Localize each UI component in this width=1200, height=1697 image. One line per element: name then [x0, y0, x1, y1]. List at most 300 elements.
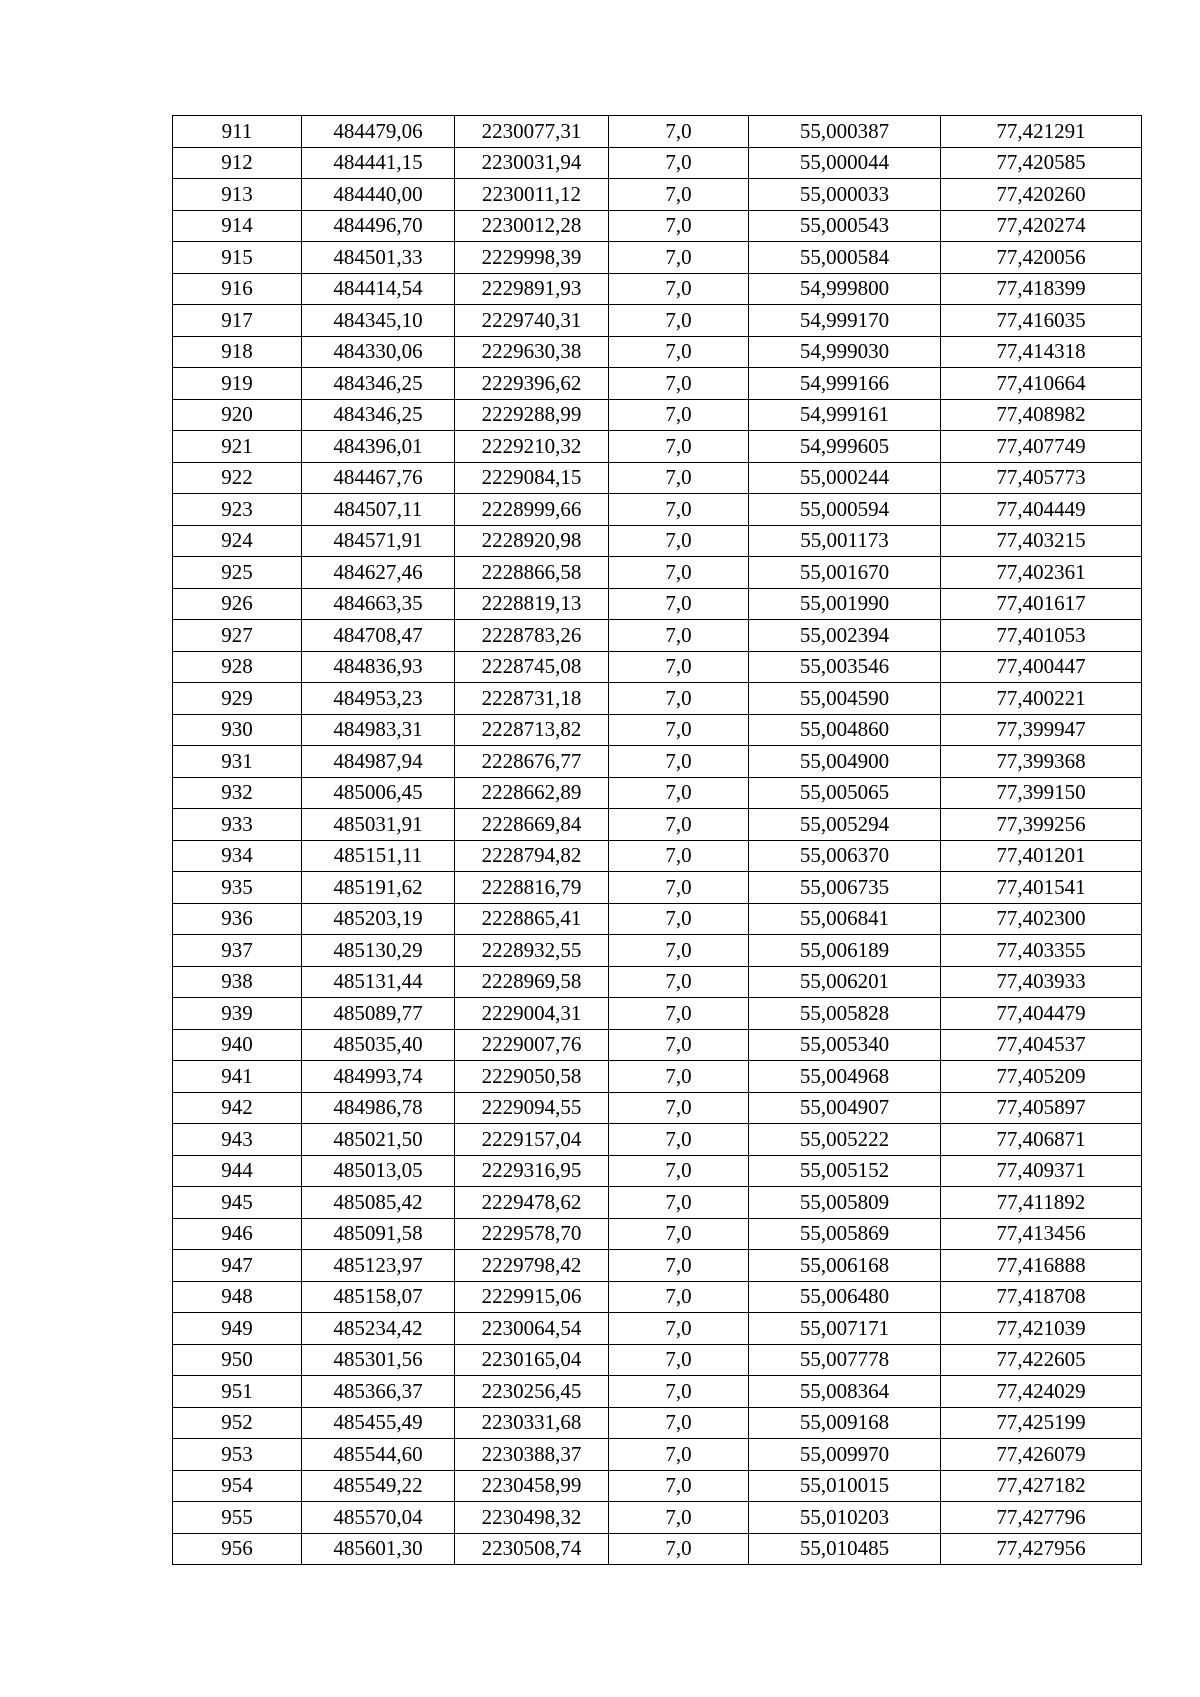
- accuracy-cell: 7,0: [609, 1250, 749, 1282]
- table-row: [173, 273, 1142, 305]
- table-row: [173, 336, 1142, 368]
- table-row: [173, 714, 1142, 746]
- longitude-cell: 77,405897: [941, 1092, 1142, 1124]
- y-coordinate-cell: 2228669,84: [455, 809, 609, 841]
- latitude-cell: 55,004907: [749, 1092, 941, 1124]
- y-coordinate-cell: 2229396,62: [455, 368, 609, 400]
- y-coordinate-cell: 2229740,31: [455, 305, 609, 337]
- latitude-cell: 54,999605: [749, 431, 941, 463]
- x-coordinate-cell: 484708,47: [302, 620, 455, 652]
- y-coordinate-cell: 2228920,98: [455, 525, 609, 557]
- x-coordinate-cell: 484993,74: [302, 1061, 455, 1093]
- x-coordinate-cell: 484986,78: [302, 1092, 455, 1124]
- point-number-cell: 938: [173, 966, 302, 998]
- x-coordinate-cell: 484496,70: [302, 210, 455, 242]
- y-coordinate-cell: 2229157,04: [455, 1124, 609, 1156]
- x-coordinate-cell: 484507,11: [302, 494, 455, 526]
- point-number-cell: 941: [173, 1061, 302, 1093]
- table-row: [173, 966, 1142, 998]
- y-coordinate-cell: 2228783,26: [455, 620, 609, 652]
- latitude-cell: 54,999170: [749, 305, 941, 337]
- longitude-cell: 77,399256: [941, 809, 1142, 841]
- y-coordinate-cell: 2230458,99: [455, 1470, 609, 1502]
- y-coordinate-cell: 2230064,54: [455, 1313, 609, 1345]
- table-row: [173, 1470, 1142, 1502]
- table-row: [173, 872, 1142, 904]
- point-number-cell: 931: [173, 746, 302, 778]
- longitude-cell: 77,399368: [941, 746, 1142, 778]
- accuracy-cell: 7,0: [609, 210, 749, 242]
- longitude-cell: 77,401617: [941, 588, 1142, 620]
- table-row: [173, 1124, 1142, 1156]
- y-coordinate-cell: 2229578,70: [455, 1218, 609, 1250]
- longitude-cell: 77,421039: [941, 1313, 1142, 1345]
- accuracy-cell: 7,0: [609, 1061, 749, 1093]
- y-coordinate-cell: 2229915,06: [455, 1281, 609, 1313]
- latitude-cell: 55,000543: [749, 210, 941, 242]
- x-coordinate-cell: 485203,19: [302, 903, 455, 935]
- table-row: [173, 305, 1142, 337]
- longitude-cell: 77,427796: [941, 1502, 1142, 1534]
- accuracy-cell: 7,0: [609, 462, 749, 494]
- x-coordinate-cell: 484836,93: [302, 651, 455, 683]
- accuracy-cell: 7,0: [609, 1439, 749, 1471]
- table-row: [173, 368, 1142, 400]
- accuracy-cell: 7,0: [609, 1344, 749, 1376]
- table-row: [173, 1092, 1142, 1124]
- accuracy-cell: 7,0: [609, 714, 749, 746]
- latitude-cell: 54,999161: [749, 399, 941, 431]
- table-row: [173, 998, 1142, 1030]
- accuracy-cell: 7,0: [609, 305, 749, 337]
- y-coordinate-cell: 2229007,76: [455, 1029, 609, 1061]
- table-row: [173, 746, 1142, 778]
- latitude-cell: 55,006168: [749, 1250, 941, 1282]
- longitude-cell: 77,408982: [941, 399, 1142, 431]
- latitude-cell: 55,006189: [749, 935, 941, 967]
- latitude-cell: 55,005152: [749, 1155, 941, 1187]
- latitude-cell: 55,001990: [749, 588, 941, 620]
- longitude-cell: 77,420274: [941, 210, 1142, 242]
- latitude-cell: 55,010203: [749, 1502, 941, 1534]
- point-number-cell: 918: [173, 336, 302, 368]
- table-row: [173, 462, 1142, 494]
- table-row: [173, 1250, 1142, 1282]
- y-coordinate-cell: 2229630,38: [455, 336, 609, 368]
- x-coordinate-cell: 485131,44: [302, 966, 455, 998]
- table-row: [173, 903, 1142, 935]
- x-coordinate-cell: 484627,46: [302, 557, 455, 589]
- longitude-cell: 77,426079: [941, 1439, 1142, 1471]
- y-coordinate-cell: 2228676,77: [455, 746, 609, 778]
- longitude-cell: 77,399150: [941, 777, 1142, 809]
- table-row: [173, 588, 1142, 620]
- point-number-cell: 913: [173, 179, 302, 211]
- latitude-cell: 55,010485: [749, 1533, 941, 1565]
- table-row: [173, 1533, 1142, 1565]
- latitude-cell: 54,999166: [749, 368, 941, 400]
- x-coordinate-cell: 485601,30: [302, 1533, 455, 1565]
- x-coordinate-cell: 485013,05: [302, 1155, 455, 1187]
- y-coordinate-cell: 2229798,42: [455, 1250, 609, 1282]
- y-coordinate-cell: 2228745,08: [455, 651, 609, 683]
- table-row: [173, 1502, 1142, 1534]
- y-coordinate-cell: 2230508,74: [455, 1533, 609, 1565]
- point-number-cell: 927: [173, 620, 302, 652]
- point-number-cell: 947: [173, 1250, 302, 1282]
- x-coordinate-cell: 485035,40: [302, 1029, 455, 1061]
- table-row: [173, 525, 1142, 557]
- latitude-cell: 55,006841: [749, 903, 941, 935]
- table-row: [173, 147, 1142, 179]
- accuracy-cell: 7,0: [609, 935, 749, 967]
- longitude-cell: 77,418399: [941, 273, 1142, 305]
- point-number-cell: 916: [173, 273, 302, 305]
- table-row: [173, 1218, 1142, 1250]
- longitude-cell: 77,409371: [941, 1155, 1142, 1187]
- accuracy-cell: 7,0: [609, 1407, 749, 1439]
- longitude-cell: 77,410664: [941, 368, 1142, 400]
- longitude-cell: 77,418708: [941, 1281, 1142, 1313]
- longitude-cell: 77,416035: [941, 305, 1142, 337]
- y-coordinate-cell: 2228866,58: [455, 557, 609, 589]
- accuracy-cell: 7,0: [609, 1313, 749, 1345]
- accuracy-cell: 7,0: [609, 1092, 749, 1124]
- longitude-cell: 77,403215: [941, 525, 1142, 557]
- y-coordinate-cell: 2230256,45: [455, 1376, 609, 1408]
- x-coordinate-cell: 485031,91: [302, 809, 455, 841]
- point-number-cell: 923: [173, 494, 302, 526]
- table-row: [173, 399, 1142, 431]
- table-row: [173, 809, 1142, 841]
- accuracy-cell: 7,0: [609, 840, 749, 872]
- table-row: [173, 210, 1142, 242]
- latitude-cell: 55,000387: [749, 116, 941, 148]
- accuracy-cell: 7,0: [609, 557, 749, 589]
- point-number-cell: 952: [173, 1407, 302, 1439]
- x-coordinate-cell: 485455,49: [302, 1407, 455, 1439]
- accuracy-cell: 7,0: [609, 1155, 749, 1187]
- longitude-cell: 77,402361: [941, 557, 1142, 589]
- table-row: [173, 777, 1142, 809]
- x-coordinate-cell: 485021,50: [302, 1124, 455, 1156]
- y-coordinate-cell: 2229478,62: [455, 1187, 609, 1219]
- longitude-cell: 77,400447: [941, 651, 1142, 683]
- table-row: [173, 242, 1142, 274]
- point-number-cell: 956: [173, 1533, 302, 1565]
- accuracy-cell: 7,0: [609, 683, 749, 715]
- point-number-cell: 933: [173, 809, 302, 841]
- latitude-cell: 55,009168: [749, 1407, 941, 1439]
- longitude-cell: 77,411892: [941, 1187, 1142, 1219]
- table-row: [173, 179, 1142, 211]
- y-coordinate-cell: 2228713,82: [455, 714, 609, 746]
- longitude-cell: 77,421291: [941, 116, 1142, 148]
- latitude-cell: 55,000244: [749, 462, 941, 494]
- longitude-cell: 77,416888: [941, 1250, 1142, 1282]
- point-number-cell: 953: [173, 1439, 302, 1471]
- table-row: [173, 1439, 1142, 1471]
- point-number-cell: 944: [173, 1155, 302, 1187]
- point-number-cell: 936: [173, 903, 302, 935]
- y-coordinate-cell: 2229210,32: [455, 431, 609, 463]
- latitude-cell: 55,002394: [749, 620, 941, 652]
- longitude-cell: 77,414318: [941, 336, 1142, 368]
- accuracy-cell: 7,0: [609, 179, 749, 211]
- accuracy-cell: 7,0: [609, 147, 749, 179]
- point-number-cell: 954: [173, 1470, 302, 1502]
- latitude-cell: 55,007171: [749, 1313, 941, 1345]
- x-coordinate-cell: 484987,94: [302, 746, 455, 778]
- longitude-cell: 77,404479: [941, 998, 1142, 1030]
- accuracy-cell: 7,0: [609, 242, 749, 274]
- accuracy-cell: 7,0: [609, 651, 749, 683]
- accuracy-cell: 7,0: [609, 588, 749, 620]
- x-coordinate-cell: 484663,35: [302, 588, 455, 620]
- longitude-cell: 77,404449: [941, 494, 1142, 526]
- accuracy-cell: 7,0: [609, 336, 749, 368]
- coordinates-table: [172, 115, 1142, 1565]
- accuracy-cell: 7,0: [609, 431, 749, 463]
- point-number-cell: 925: [173, 557, 302, 589]
- y-coordinate-cell: 2228816,79: [455, 872, 609, 904]
- y-coordinate-cell: 2228794,82: [455, 840, 609, 872]
- longitude-cell: 77,403933: [941, 966, 1142, 998]
- point-number-cell: 955: [173, 1502, 302, 1534]
- table-row: [173, 1155, 1142, 1187]
- table-row: [173, 1344, 1142, 1376]
- y-coordinate-cell: 2229004,31: [455, 998, 609, 1030]
- accuracy-cell: 7,0: [609, 1533, 749, 1565]
- y-coordinate-cell: 2228662,89: [455, 777, 609, 809]
- longitude-cell: 77,425199: [941, 1407, 1142, 1439]
- y-coordinate-cell: 2229316,95: [455, 1155, 609, 1187]
- table-row: [173, 1281, 1142, 1313]
- accuracy-cell: 7,0: [609, 399, 749, 431]
- table-row: [173, 935, 1142, 967]
- x-coordinate-cell: 484953,23: [302, 683, 455, 715]
- longitude-cell: 77,401053: [941, 620, 1142, 652]
- y-coordinate-cell: 2229288,99: [455, 399, 609, 431]
- latitude-cell: 55,005809: [749, 1187, 941, 1219]
- accuracy-cell: 7,0: [609, 998, 749, 1030]
- point-number-cell: 940: [173, 1029, 302, 1061]
- table-row: [173, 1407, 1142, 1439]
- table-row: [173, 1187, 1142, 1219]
- accuracy-cell: 7,0: [609, 1187, 749, 1219]
- x-coordinate-cell: 484467,76: [302, 462, 455, 494]
- table-row: [173, 557, 1142, 589]
- x-coordinate-cell: 484571,91: [302, 525, 455, 557]
- accuracy-cell: 7,0: [609, 872, 749, 904]
- point-number-cell: 932: [173, 777, 302, 809]
- latitude-cell: 55,006201: [749, 966, 941, 998]
- x-coordinate-cell: 484345,10: [302, 305, 455, 337]
- latitude-cell: 55,000584: [749, 242, 941, 274]
- x-coordinate-cell: 484346,25: [302, 399, 455, 431]
- x-coordinate-cell: 485544,60: [302, 1439, 455, 1471]
- accuracy-cell: 7,0: [609, 809, 749, 841]
- longitude-cell: 77,404537: [941, 1029, 1142, 1061]
- accuracy-cell: 7,0: [609, 494, 749, 526]
- point-number-cell: 930: [173, 714, 302, 746]
- latitude-cell: 55,005065: [749, 777, 941, 809]
- table-row: [173, 1376, 1142, 1408]
- y-coordinate-cell: 2230331,68: [455, 1407, 609, 1439]
- x-coordinate-cell: 485234,42: [302, 1313, 455, 1345]
- accuracy-cell: 7,0: [609, 1124, 749, 1156]
- latitude-cell: 55,001173: [749, 525, 941, 557]
- point-number-cell: 921: [173, 431, 302, 463]
- point-number-cell: 934: [173, 840, 302, 872]
- y-coordinate-cell: 2229084,15: [455, 462, 609, 494]
- latitude-cell: 55,005340: [749, 1029, 941, 1061]
- table-row: [173, 431, 1142, 463]
- latitude-cell: 55,005222: [749, 1124, 941, 1156]
- table-row: [173, 1313, 1142, 1345]
- longitude-cell: 77,427956: [941, 1533, 1142, 1565]
- longitude-cell: 77,413456: [941, 1218, 1142, 1250]
- x-coordinate-cell: 485191,62: [302, 872, 455, 904]
- accuracy-cell: 7,0: [609, 903, 749, 935]
- y-coordinate-cell: 2229050,58: [455, 1061, 609, 1093]
- latitude-cell: 55,001670: [749, 557, 941, 589]
- x-coordinate-cell: 485366,37: [302, 1376, 455, 1408]
- x-coordinate-cell: 485301,56: [302, 1344, 455, 1376]
- longitude-cell: 77,406871: [941, 1124, 1142, 1156]
- accuracy-cell: 7,0: [609, 368, 749, 400]
- table-row: [173, 683, 1142, 715]
- accuracy-cell: 7,0: [609, 777, 749, 809]
- accuracy-cell: 7,0: [609, 116, 749, 148]
- point-number-cell: 948: [173, 1281, 302, 1313]
- longitude-cell: 77,405209: [941, 1061, 1142, 1093]
- latitude-cell: 55,006735: [749, 872, 941, 904]
- longitude-cell: 77,422605: [941, 1344, 1142, 1376]
- y-coordinate-cell: 2229891,93: [455, 273, 609, 305]
- longitude-cell: 77,401201: [941, 840, 1142, 872]
- latitude-cell: 55,009970: [749, 1439, 941, 1471]
- longitude-cell: 77,401541: [941, 872, 1142, 904]
- longitude-cell: 77,399947: [941, 714, 1142, 746]
- point-number-cell: 914: [173, 210, 302, 242]
- longitude-cell: 77,420056: [941, 242, 1142, 274]
- latitude-cell: 55,005828: [749, 998, 941, 1030]
- table-row: [173, 1029, 1142, 1061]
- y-coordinate-cell: 2228932,55: [455, 935, 609, 967]
- y-coordinate-cell: 2229998,39: [455, 242, 609, 274]
- table-row: [173, 620, 1142, 652]
- point-number-cell: 937: [173, 935, 302, 967]
- x-coordinate-cell: 485158,07: [302, 1281, 455, 1313]
- x-coordinate-cell: 485091,58: [302, 1218, 455, 1250]
- point-number-cell: 917: [173, 305, 302, 337]
- x-coordinate-cell: 484440,00: [302, 179, 455, 211]
- y-coordinate-cell: 2228731,18: [455, 683, 609, 715]
- latitude-cell: 55,007778: [749, 1344, 941, 1376]
- x-coordinate-cell: 485123,97: [302, 1250, 455, 1282]
- longitude-cell: 77,420260: [941, 179, 1142, 211]
- latitude-cell: 54,999800: [749, 273, 941, 305]
- latitude-cell: 55,006480: [749, 1281, 941, 1313]
- point-number-cell: 950: [173, 1344, 302, 1376]
- accuracy-cell: 7,0: [609, 1376, 749, 1408]
- table-row: [173, 651, 1142, 683]
- latitude-cell: 55,000044: [749, 147, 941, 179]
- accuracy-cell: 7,0: [609, 620, 749, 652]
- y-coordinate-cell: 2230031,94: [455, 147, 609, 179]
- point-number-cell: 949: [173, 1313, 302, 1345]
- accuracy-cell: 7,0: [609, 1029, 749, 1061]
- y-coordinate-cell: 2230388,37: [455, 1439, 609, 1471]
- point-number-cell: 915: [173, 242, 302, 274]
- longitude-cell: 77,427182: [941, 1470, 1142, 1502]
- latitude-cell: 55,010015: [749, 1470, 941, 1502]
- accuracy-cell: 7,0: [609, 1218, 749, 1250]
- latitude-cell: 55,005294: [749, 809, 941, 841]
- point-number-cell: 924: [173, 525, 302, 557]
- x-coordinate-cell: 484501,33: [302, 242, 455, 274]
- x-coordinate-cell: 485085,42: [302, 1187, 455, 1219]
- x-coordinate-cell: 485549,22: [302, 1470, 455, 1502]
- latitude-cell: 55,003546: [749, 651, 941, 683]
- point-number-cell: 919: [173, 368, 302, 400]
- x-coordinate-cell: 484983,31: [302, 714, 455, 746]
- x-coordinate-cell: 485130,29: [302, 935, 455, 967]
- table-row: [173, 116, 1142, 148]
- table-row: [173, 1061, 1142, 1093]
- x-coordinate-cell: 484479,06: [302, 116, 455, 148]
- point-number-cell: 911: [173, 116, 302, 148]
- latitude-cell: 55,004900: [749, 746, 941, 778]
- x-coordinate-cell: 484441,15: [302, 147, 455, 179]
- y-coordinate-cell: 2229094,55: [455, 1092, 609, 1124]
- latitude-cell: 55,008364: [749, 1376, 941, 1408]
- longitude-cell: 77,420585: [941, 147, 1142, 179]
- y-coordinate-cell: 2230498,32: [455, 1502, 609, 1534]
- point-number-cell: 926: [173, 588, 302, 620]
- latitude-cell: 55,000594: [749, 494, 941, 526]
- table-row: [173, 494, 1142, 526]
- latitude-cell: 54,999030: [749, 336, 941, 368]
- latitude-cell: 55,004968: [749, 1061, 941, 1093]
- point-number-cell: 942: [173, 1092, 302, 1124]
- x-coordinate-cell: 485006,45: [302, 777, 455, 809]
- longitude-cell: 77,402300: [941, 903, 1142, 935]
- x-coordinate-cell: 484346,25: [302, 368, 455, 400]
- point-number-cell: 929: [173, 683, 302, 715]
- y-coordinate-cell: 2228865,41: [455, 903, 609, 935]
- longitude-cell: 77,405773: [941, 462, 1142, 494]
- point-number-cell: 945: [173, 1187, 302, 1219]
- x-coordinate-cell: 485089,77: [302, 998, 455, 1030]
- longitude-cell: 77,400221: [941, 683, 1142, 715]
- point-number-cell: 943: [173, 1124, 302, 1156]
- table-row: [173, 840, 1142, 872]
- y-coordinate-cell: 2228819,13: [455, 588, 609, 620]
- y-coordinate-cell: 2230011,12: [455, 179, 609, 211]
- longitude-cell: 77,424029: [941, 1376, 1142, 1408]
- x-coordinate-cell: 485151,11: [302, 840, 455, 872]
- accuracy-cell: 7,0: [609, 1502, 749, 1534]
- accuracy-cell: 7,0: [609, 273, 749, 305]
- y-coordinate-cell: 2228999,66: [455, 494, 609, 526]
- x-coordinate-cell: 484396,01: [302, 431, 455, 463]
- latitude-cell: 55,005869: [749, 1218, 941, 1250]
- y-coordinate-cell: 2230012,28: [455, 210, 609, 242]
- x-coordinate-cell: 484330,06: [302, 336, 455, 368]
- point-number-cell: 946: [173, 1218, 302, 1250]
